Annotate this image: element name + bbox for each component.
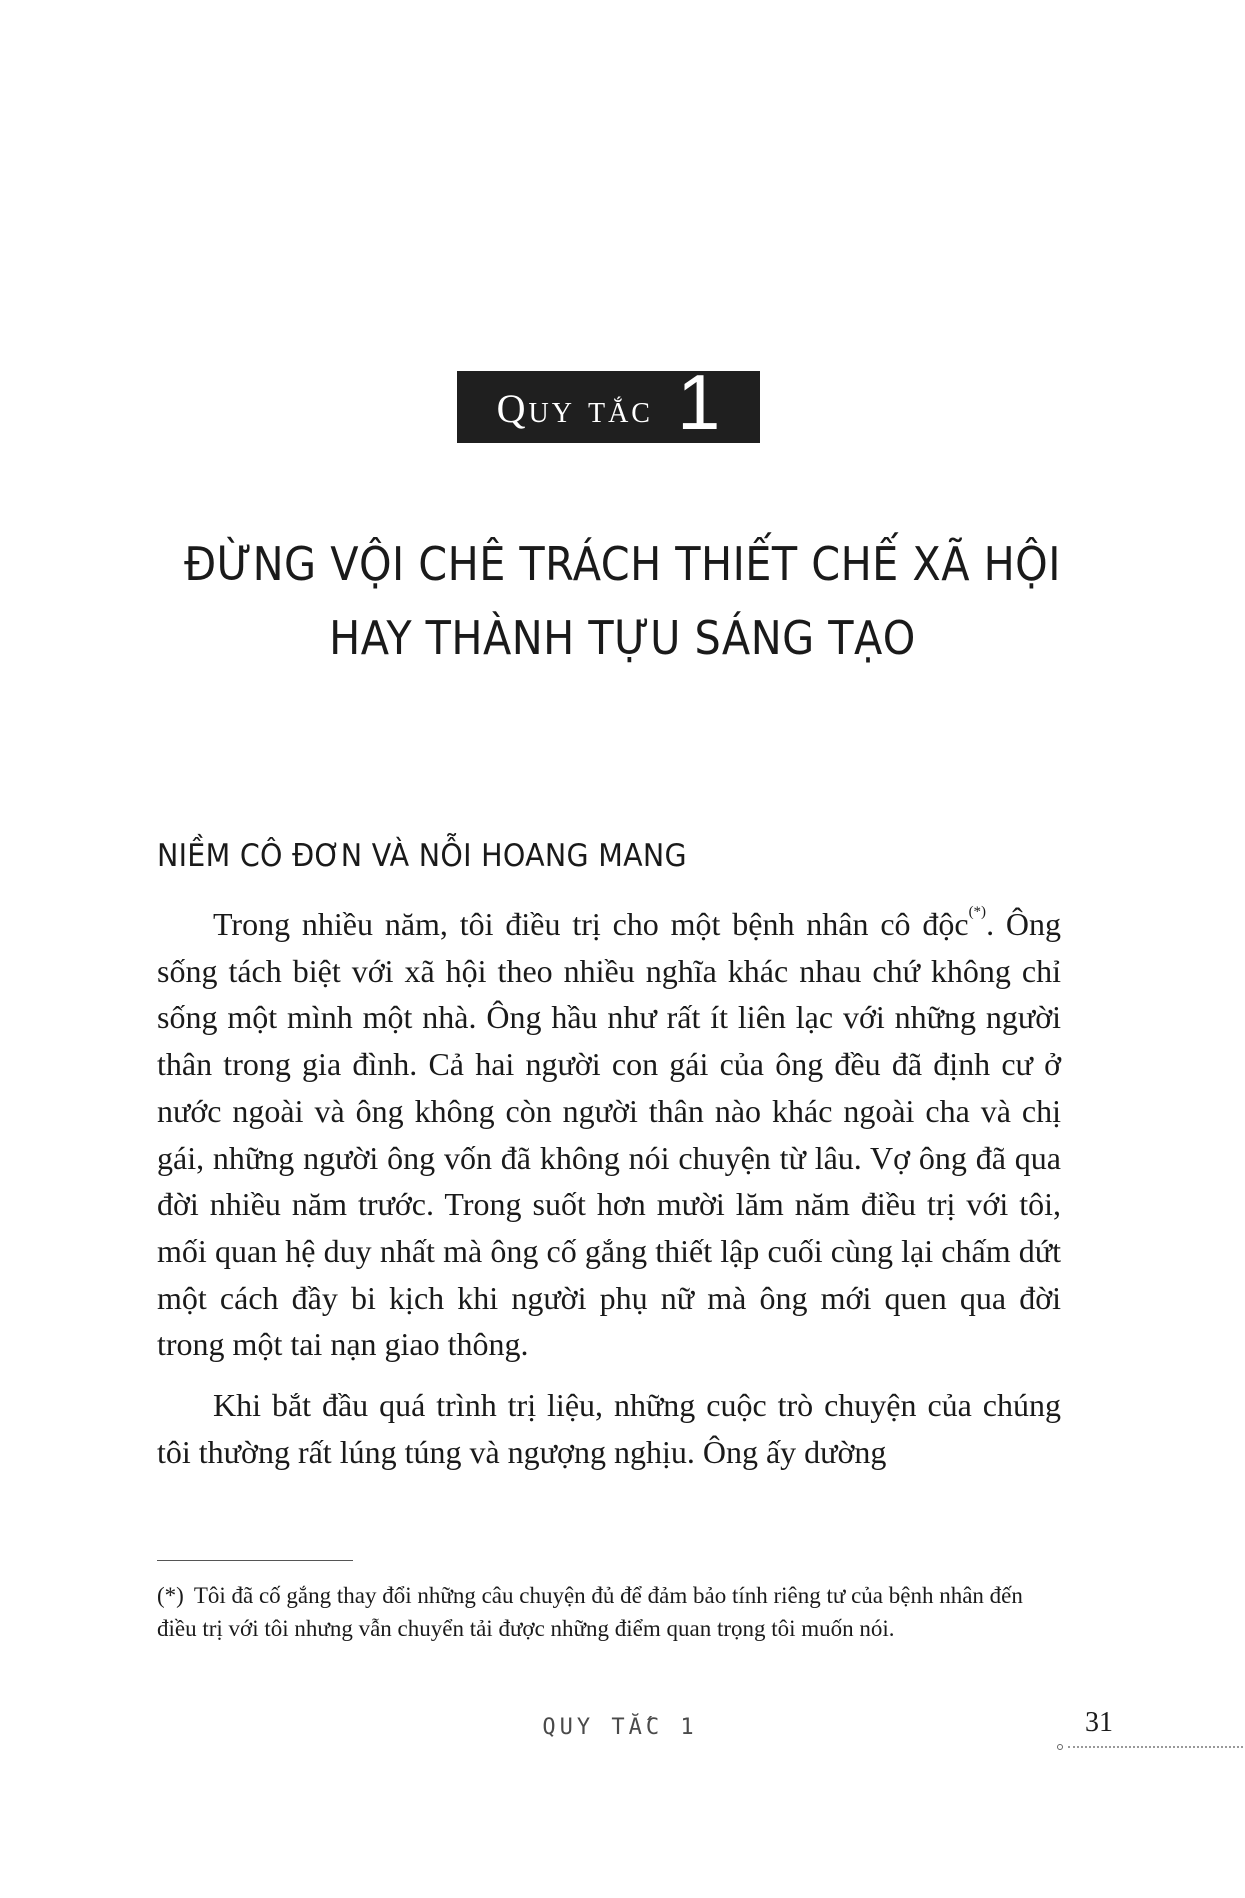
dotted-leader-line — [1068, 1746, 1243, 1748]
footnote-divider — [157, 1560, 353, 1561]
footnote-reference[interactable]: (*) — [968, 904, 987, 920]
chapter-title-line-1: ĐỪNG VỘI CHÊ TRÁCH THIẾT CHẾ XÃ HỘI — [184, 537, 1061, 591]
footnote-text: Tôi đã cố gắng thay đổi những câu chuyện đủ để đảm bảo tính riêng tư của bệnh nhân đến điều trị với tôi nhưng vẫn chuyển tải được những điểm quan trọng tôi muốn nói. — [157, 1583, 1023, 1641]
rule-badge-label: Quy tắc — [496, 386, 653, 431]
page-number: 31 — [1085, 1707, 1113, 1738]
section-heading: NIỀM CÔ ĐƠN VÀ NỖI HOANG MANG — [157, 838, 687, 874]
chapter-title-line-2: HAY THÀNH TỰU SÁNG TẠO — [329, 611, 916, 665]
footnote — [157, 1579, 1061, 1645]
paragraph-1-main: Trong nhiều năm, tôi điều trị cho một bệnh nhân cô độc — [213, 906, 969, 942]
body-paragraph-1 — [157, 901, 1061, 1368]
footnote-marker: (*) — [157, 1583, 184, 1608]
paragraph-1-rest: . Ông sống tách biệt với xã hội theo nhiều nghĩa khác nhau chứ không chỉ sống một mình một nhà. Ông hầu như rất ít liên lạc với những người thân trong gia đình. Cả hai người con gái của ông đều đã định cư ở nước ngoài và ông không còn người thân nào khác ngoài cha và chị gái, những người ông vốn đã không nói chuyện từ lâu. Vợ ông đã qua đời nhiều năm trước. Trong suốt hơn mười lăm năm điều trị với tôi, mối quan hệ duy nhất mà ông cố gắng thiết lập cuối cùng lại chấm dứt một cách đầy bi kịch khi người phụ nữ mà ông mới quen qua đời trong một tai nạn giao thông. — [157, 906, 1062, 1363]
body-text — [157, 901, 1061, 1475]
rule-badge-number: 1 — [676, 357, 721, 446]
page-dot-icon — [1057, 1744, 1063, 1750]
chapter-title — [152, 527, 1093, 675]
body-paragraph-2: Khi bắt đầu quá trình trị liệu, những cuộc trò chuyện của chúng tôi thường rất lúng túng và ngượng nghịu. Ông ấy dường — [157, 1387, 1061, 1470]
rule-badge — [457, 357, 760, 446]
running-footer-title: QUY TẮC 1 — [542, 1715, 698, 1740]
